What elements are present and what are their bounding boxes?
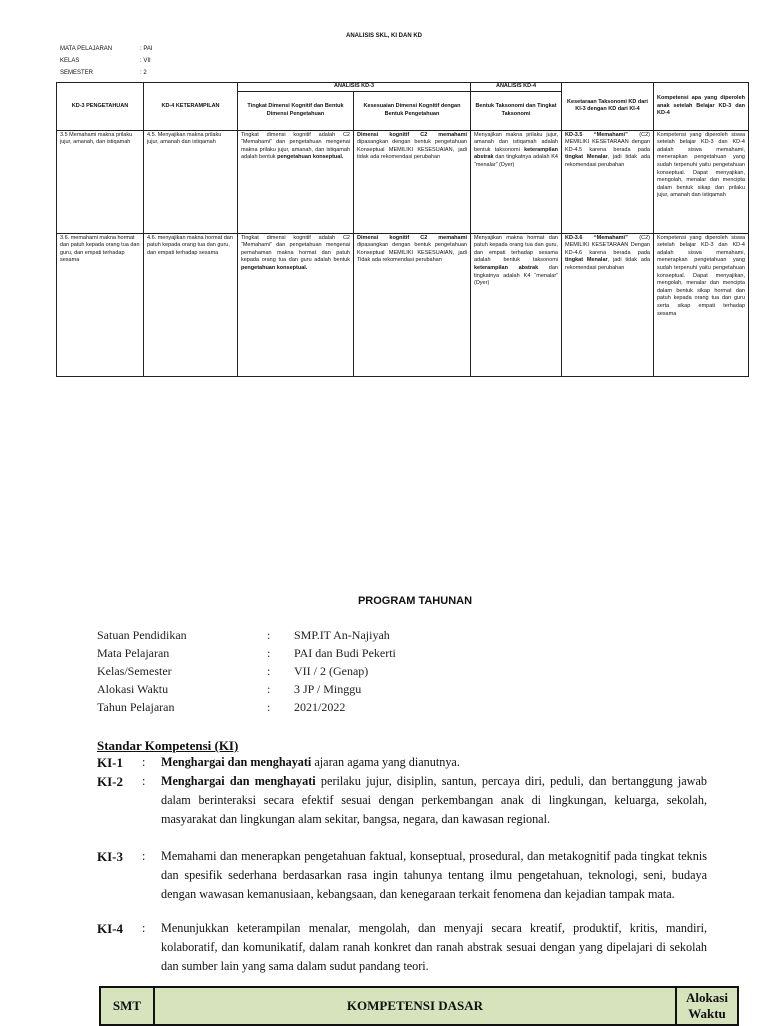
meta-value: : PAI — [140, 46, 153, 52]
ki-item — [97, 847, 707, 904]
header-kesesuaian: Kesesuaian Dimensi Kognitif dengan Bentuk Pengetahuan — [354, 91, 471, 130]
ki-code: KI-1 — [97, 755, 123, 770]
meta-semester — [60, 70, 147, 76]
ki-text-bold: Menghargai dan menghayati — [161, 774, 316, 788]
cell-text-bold: pengetahuan konseptual. — [277, 154, 344, 161]
info-row — [97, 682, 361, 697]
ki-text — [161, 847, 707, 904]
cell-dimensi — [238, 233, 354, 376]
cell-text: Tingkat dimensi kognitif adalah C2 “Memahami” dan pengetahuan mengenai pemahaman makna hormat dan patuh kepada orang tua dan guru adalah bentuk — [241, 234, 350, 264]
cell-kd4: 4.6. menyajikan makna hormat dan patuh kepada orang tua dan guru, dan empati terhadap sesama — [144, 233, 238, 376]
cell-text: , jadi tidak ada rekomendasi perubahan — [565, 154, 650, 168]
cell-text-bold: KD-3.6 “Memahami” — [565, 234, 628, 241]
info-value: 2021/2022 — [294, 700, 346, 714]
ki-colon: : — [142, 921, 146, 935]
cell-taksonomi — [471, 130, 562, 233]
header-kd4: KD-4 KETERAMPILAN — [144, 83, 238, 131]
cell-text: dan tingkatnya adalah K4 “menalar” (Dyer) — [474, 154, 558, 168]
ki-code: KI-4 — [97, 921, 123, 936]
ki-text-bold: Menghargai dan menghayati — [161, 755, 312, 769]
ki-colon: : — [142, 755, 146, 769]
meta-label: MATA PELAJARAN — [60, 46, 113, 52]
ki-code: KI-3 — [97, 849, 123, 864]
info-colon: : — [267, 664, 271, 678]
cell-text: dipasangkan dengan bentuk pengetahuan Konseptual MEMILIKI KESESUAIAN, jadi Tidak ada rekomendasi perubahan — [357, 242, 467, 264]
info-row — [97, 664, 368, 679]
info-row — [97, 628, 390, 643]
cell-kd3: 3.5 Memahami makna prilaku jujur, amanah, dan istiqamah — [57, 130, 144, 233]
header-analisis-kd4: ANALISIS KD-4 — [471, 83, 562, 92]
cell-text: , jadi tidak ada rekomendasi perubahan — [565, 257, 650, 271]
meta-label: SEMESTER — [60, 70, 94, 76]
header-dimensi: Tingkat Dimensi Kognitif dan Bentuk Dimensi Pengetahuan — [238, 91, 354, 130]
cell-kesetaraan — [562, 130, 654, 233]
ki-text — [161, 772, 707, 829]
cell-text: Menyajikan makna hormat dan patuh kepada orang tua dan guru, dan empati terhadap sesama adalah bentuk taksonomi — [474, 234, 558, 264]
analysis-table — [56, 82, 749, 377]
cell-text: dan tingkatnya adalah K4 “menalar” (Dyer) — [474, 264, 558, 287]
analysis-title: ANALISIS SKL, KI DAN KD — [345, 33, 422, 39]
info-row — [97, 700, 345, 715]
header-kesetaraan: Kesetaraan Taksonomi KD dari KI-3 dengan KD dari KI-4 — [562, 83, 654, 131]
cell-kd3: 3.6. memahami makna hormat dan patuh kepada orang tua dan guru, dan empati terhadap sesama — [57, 233, 144, 376]
meta-mata-pelajaran — [60, 46, 153, 52]
cell-text-bold: pengetahuan konseptual. — [241, 264, 308, 271]
table-row — [57, 130, 749, 233]
ki-text-body: perilaku jujur, disiplin, santun, percaya diri, peduli, dan bertanggung jawab dalam berinteraksi secara efektif sesuai dengan perkembangan anak di lingkungan, keluarga, sekolah, masyarakat dan lingkungan alam sekitar, bangsa, negara, dan kawasan regional. — [161, 774, 707, 826]
program-tahunan-title: PROGRAM TAHUNAN — [357, 595, 473, 607]
cell-text: Tingkat dimensi kognitif adalah C2 “Memahami” dan pengetahuan mengenai makna prilaku jujur, amanah, dan istiqamah adalah bentuk — [241, 131, 350, 161]
cell-kesesuaian — [354, 130, 471, 233]
table-row — [57, 233, 749, 376]
info-label: Mata Pelajaran — [97, 646, 170, 660]
info-colon: : — [267, 646, 271, 660]
cell-text: (C2) MEMILIKI KESETARAAN Dengan KD-4.6 karena berada pada — [565, 234, 650, 256]
cell-text-bold: Dimensi kognitif C2 memahami — [357, 131, 467, 138]
cell-text-bold: Dimensi kognitif C2 memahami — [357, 234, 467, 241]
ki-text — [161, 919, 707, 976]
cell-text: Menyajikan makna prilaku jujur, amanah dan istiqamah adalah bentuk taksonomi — [474, 131, 558, 153]
cell-text: (C2) MEMILIKI KESETARAAN dengan KD-4.5 karena berada pada — [565, 131, 650, 153]
meta-kelas — [60, 58, 151, 64]
info-colon: : — [267, 700, 271, 714]
meta-value: : VII — [140, 58, 151, 64]
table-header-row — [57, 83, 749, 92]
ki-code: KI-2 — [97, 774, 123, 789]
header-smt: SMT — [100, 987, 154, 1025]
cell-kesesuaian — [354, 233, 471, 376]
ki-text — [161, 753, 707, 772]
info-label: Satuan Pendidikan — [97, 628, 187, 642]
cell-taksonomi — [471, 233, 562, 376]
info-label: Tahun Pelajaran — [97, 700, 175, 714]
ki-colon: : — [142, 849, 146, 863]
cell-text-bold: tingkat Menalar — [565, 154, 608, 161]
cell-dimensi — [238, 130, 354, 233]
meta-label: KELAS — [60, 58, 80, 64]
info-value: SMP.IT An-Najiyah — [294, 628, 390, 642]
info-colon: : — [267, 628, 271, 642]
cell-kompetensi: Kompetensi yang diperoleh siswa setelah belajar KD-3 dan KD-4 adalah siswa memahami, menerapkan pengetahuan yang sudah terpenuhi yaitu pengetahuan konseptual. Dapat menyajikan, mengolah, menalar dan mencipta dalam bentuk sikap hormat dan patuh kepada orang tua dan guru serta sikap empati terhadap sesama — [654, 233, 749, 376]
header-alokasi-waktu: Alokasi Waktu — [676, 987, 738, 1025]
cell-text-bold: KD-3.5 “Memahami” — [565, 131, 628, 138]
cell-text-bold: keterampilan abstrak — [474, 264, 539, 271]
cell-text: dipasangkan dengan bentuk pengetahuan Konseptual MEMILIKI KESESUAIAN, jadi tidak ada rekomendasi perubahan — [357, 139, 467, 161]
header-kompetensi: Kompetensi apa yang diperoleh anak setelah Belajar KD-3 dan KD-4 — [654, 83, 749, 131]
cell-kompetensi: Kompetensi yang diperoleh siswa setelah belajar KD-3 dan KD-4 adalah siswa memahami, menerapkan pengetahuan yang sudah terpenuhi yaitu pengetahuan konseptual. Dapat menyajikan, mengolah, menalar dan mencipta dalam bentuk sikap dan prilaku jujur, amanah dan istiqamah — [654, 130, 749, 233]
ki-text-body: ajaran agama yang dianutnya. — [311, 755, 460, 769]
info-value: VII / 2 (Genap) — [294, 664, 369, 678]
kd-table — [99, 986, 739, 1026]
cell-kd4: 4.5. Menyajikan makna prilaku jujur, amanah dan istiqamah — [144, 130, 238, 233]
info-colon: : — [267, 682, 271, 696]
header-taksonomi: Bentuk Taksonomi dan Tingkat Taksonomi — [471, 91, 562, 130]
ki-item — [97, 919, 707, 976]
ki-item — [97, 753, 707, 772]
header-analisis-kd3: ANALISIS KD-3 — [238, 83, 471, 92]
ki-text-body: Menunjukkan keterampilan menalar, mengolah, dan menyaji secara kreatif, produktif, kritis, mandiri, kolaboratif, dan komunikatif, dalam ranah konkret dan ranah abstrak sesuai dengan yang dipelajari di sekolah dan sumber lain yang sama dalam sudut pandang teori. — [161, 921, 707, 973]
ki-item — [97, 772, 707, 829]
header-kompetensi-dasar: KOMPETENSI DASAR — [154, 987, 676, 1025]
ki-text-body: Memahami dan menerapkan pengetahuan faktual, konseptual, prosedural, dan metakognitif pada tingkat teknis dan spesifik sederhana berdasarkan rasa ingin tahunya tentang ilmu pengetahuan, teknologi, seni, budaya dengan wawasan kemanusiaan, kebangsaan, dan kenegaraan terkait fenomena dan kejadian tampak mata. — [161, 849, 707, 901]
info-value: 3 JP / Minggu — [294, 682, 362, 696]
info-label: Alokasi Waktu — [97, 682, 169, 696]
ki-colon: : — [142, 774, 146, 788]
cell-text-bold: tingkat Menalar — [565, 257, 608, 264]
info-value: PAI dan Budi Pekerti — [294, 646, 396, 660]
cell-kesetaraan — [562, 233, 654, 376]
cell-text-bold: keterampilan abstrak — [474, 146, 558, 161]
header-kd3: KD-3 PENGETAHUAN — [57, 83, 144, 131]
ki-heading: Standar Kompetensi (KI) — [97, 738, 239, 753]
info-label: Kelas/Semester — [97, 664, 172, 678]
meta-value: : 2 — [140, 70, 147, 76]
kd-table-header-row — [100, 987, 738, 1025]
info-row — [97, 646, 396, 661]
